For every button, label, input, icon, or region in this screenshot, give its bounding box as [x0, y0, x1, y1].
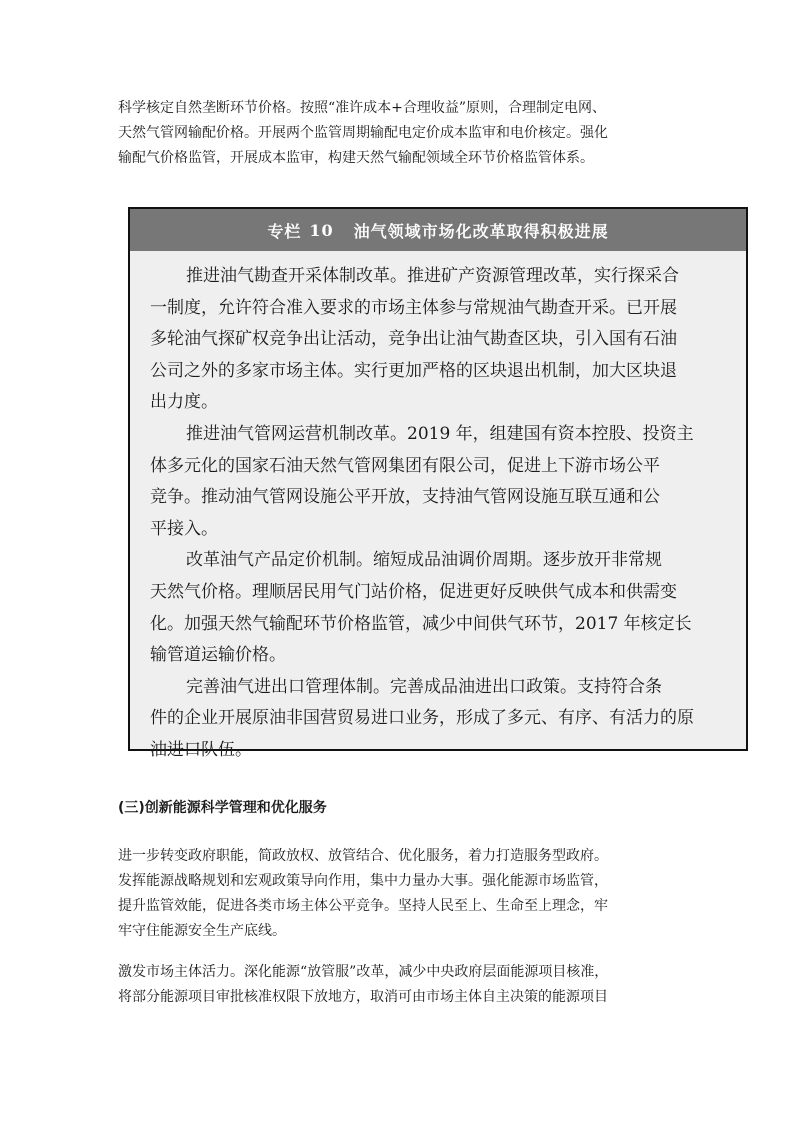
body-paragraph — [118, 960, 678, 1010]
box-line: 一制度，允许符合准入要求的市场主体参与常规油气勘查开采。已开展 — [150, 297, 677, 318]
box-line: 竞争。推动油气管网设施公平开放，支持油气管网设施互联互通和公 — [150, 487, 660, 508]
body-paragraph — [118, 844, 678, 944]
sidebar-box-header — [130, 209, 746, 251]
box-line: 公司之外的多家市场主体。实行更加严格的区块退出机制，加大区块退 — [150, 360, 677, 381]
sidebar-box-body — [130, 251, 746, 767]
box-line: 油进口队伍。 — [150, 739, 252, 760]
box-line: 平接入。 — [150, 518, 218, 539]
text-line: 将部分能源项目审批核准权限下放地方，取消可由市场主体自主决策的能源项目 — [118, 989, 608, 1005]
box-line: 改革油气产品定价机制。缩短成品油调价周期。逐步放开非常规 — [186, 550, 662, 571]
box-line: 推进油气勘查开采体制改革。推进矿产资源管理改革，实行探采合 — [186, 266, 679, 286]
sidebar-box-title: 油气领域市场化改革取得积极进展 — [353, 221, 609, 241]
box-line: 件的企业开展原油非国营贸易进口业务，形成了多元、有序、有活力的原 — [150, 708, 694, 729]
text-line: 进一步转变政府职能，简政放权、放管结合、优化服务，着力打造服务型政府。 — [118, 848, 608, 864]
section-heading: (三)创新能源科学管理和优化服务 — [118, 800, 327, 816]
text-line: 发挥能源战略规划和宏观政策导向作用，集中力量办大事。强化能源市场监管， — [118, 873, 608, 889]
text-line: 天然气管网输配价格。开展两个监管周期输配电定价成本监审和电价核定。强化 — [118, 125, 608, 141]
box-line: 完善油气进出口管理体制。完善成品油进出口政策。支持符合条 — [186, 676, 662, 697]
text-line: 输配气价格监管，开展成本监审，构建天然气输配领域全环节价格监管体系。 — [118, 150, 594, 166]
intro-paragraph — [118, 96, 678, 171]
sidebar-box-number: 10 — [309, 220, 334, 240]
text-line: 激发市场主体活力。深化能源“放管服”改革，减少中央政府层面能源项目核准， — [118, 964, 609, 980]
box-line: 多轮油气探矿权竞争出让活动，竞争出让油气勘查区块，引入国有石油 — [150, 329, 677, 350]
box-line: 化。加强天然气输配环节价格监管，减少中间供气环节，2017 年核定长 — [150, 613, 692, 634]
box-line: 体多元化的国家石油天然气管网集团有限公司，促进上下游市场公平 — [150, 455, 660, 476]
box-line: 输管道运输价格。 — [150, 645, 286, 666]
box-line: 出力度。 — [150, 392, 218, 413]
box-line: 推进油气管网运营机制改革。2019 年，组建国有资本控股、投资主 — [186, 423, 694, 444]
sidebar-box — [128, 207, 748, 760]
text-line: 牢守住能源安全生产底线。 — [118, 923, 286, 939]
sidebar-box-label: 专栏 — [267, 221, 302, 241]
text-line: 科学核定自然垄断环节价格。按照“准许成本+合理收益”原则，合理制定电网、 — [118, 100, 607, 116]
box-line: 天然气价格。理顺居民用气门站价格，促进更好反映供气成本和供需变 — [150, 581, 677, 602]
text-line: 提升监管效能，促进各类市场主体公平竞争。坚持人民至上、生命至上理念，牢 — [118, 898, 608, 914]
